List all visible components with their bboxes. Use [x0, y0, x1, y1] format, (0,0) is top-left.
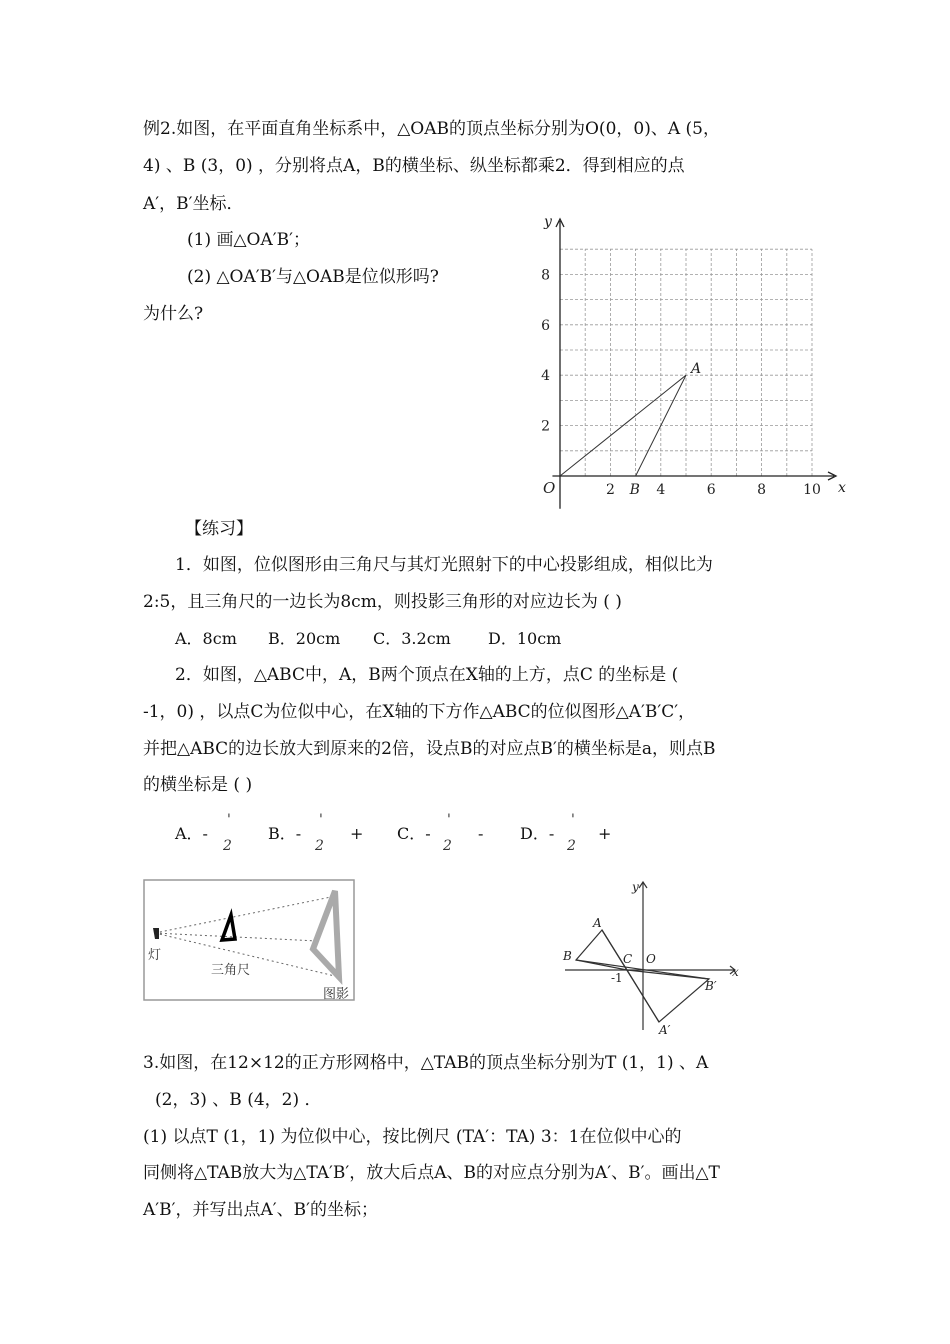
- y-axis-label: y: [544, 214, 552, 230]
- practice-header: 【练习】: [185, 519, 253, 539]
- q2-option-b-suffix: +: [350, 824, 364, 843]
- q2-option-d: D．-: [520, 824, 555, 843]
- q2-option-d-den: 2: [567, 838, 576, 854]
- x-tick-label: 2: [605, 482, 615, 498]
- origin-label: O: [543, 479, 556, 497]
- q2-option-b-den: 2: [315, 838, 324, 854]
- q3-line5: A′B′，并写出点A′、B′的坐标；: [143, 1200, 378, 1220]
- point-label-B: B: [629, 482, 640, 498]
- y-tick-label: 4: [541, 368, 550, 385]
- lamp-label: 灯: [148, 948, 162, 963]
- example2-question2-cont: 为什么?: [143, 304, 204, 324]
- example2-question1: (1) 画△OA′B′；: [187, 230, 310, 250]
- ruler-label: 三角尺: [211, 963, 251, 978]
- label-x: x: [732, 965, 739, 979]
- x-tick-label: 10: [803, 482, 821, 498]
- x-tick-label: 6: [706, 482, 716, 498]
- x-axis-label: x: [838, 480, 846, 496]
- chart-points: [629, 361, 702, 498]
- q3-line1: 3.如图，在12×12的正方形网格中，△TAB的顶点坐标分别为T (1，1) 、A: [143, 1053, 709, 1073]
- practice-q1-line2: 2:5，且三角尺的一边长为8cm，则投影三角形的对应边长为 ( ): [143, 592, 622, 612]
- x-tick-label: 8: [757, 482, 767, 498]
- abc-homothety-figure: [555, 872, 745, 1037]
- label-y: y: [632, 880, 639, 894]
- q2-option-a: A．-: [175, 824, 208, 843]
- point-label-A: A: [691, 361, 702, 378]
- q3-line3: (1) 以点T (1，1) 为位似中心，按比例尺 (TA′：TA) 3：1在位似中心的: [143, 1127, 682, 1147]
- q2-option-d-num: ': [571, 812, 575, 828]
- y-tick-label: 2: [541, 418, 550, 435]
- example2-question2: (2) △OA′B′与△OAB是位似形吗?: [187, 267, 439, 287]
- practice-q2-line3: 并把△ABC的边长放大到原来的2倍，设点B的对应点B′的横坐标是a，则点B: [143, 739, 716, 759]
- q3-line4: 同侧将△TAB放大为△TA′B′，放大后点A、B的对应点分别为A′、B′。画出△T: [143, 1163, 720, 1183]
- q2-option-a-den: 2: [223, 838, 232, 854]
- label-ap: A′: [659, 1023, 671, 1037]
- label-o: O: [646, 952, 656, 966]
- example2-line1: 例2.如图，在平面直角坐标系中，△OAB的顶点坐标分别为O(0，0)、A (5，: [143, 119, 720, 139]
- label-c: C: [623, 952, 633, 966]
- shadow-label: 图影: [323, 987, 350, 1002]
- x-tick-label: 4: [656, 482, 666, 498]
- q2-option-d-suffix: +: [598, 824, 612, 843]
- label-bp: B′: [705, 979, 717, 993]
- practice-q2-line2: -1，0) ，以点C为位似中心，在X轴的下方作△ABC的位似图形△A′B′C′，: [143, 702, 696, 722]
- label-b: B: [563, 949, 572, 963]
- q2-option-c: C．-: [397, 824, 431, 843]
- q2-option-c-den: 2: [443, 838, 452, 854]
- q2-option-c-suffix: -: [478, 824, 484, 843]
- q1-option-a: A．8cm: [175, 629, 237, 648]
- label-neg1: -1: [611, 971, 623, 985]
- q2-option-a-num: ': [227, 812, 231, 828]
- label-a: A: [593, 916, 602, 930]
- q1-option-c: C．3.2cm: [373, 629, 451, 648]
- q1-option-d: D．10cm: [488, 629, 562, 648]
- chart-ticks: [541, 267, 821, 498]
- q3-line2: (2，3) 、B (4，2) ．: [155, 1090, 322, 1110]
- example2-line2: 4) 、B (3，0) ，分别将点A，B的横坐标、纵坐标都乘2．得到相应的点: [143, 156, 685, 176]
- coordinate-chart: [530, 205, 850, 515]
- y-tick-label: 6: [541, 317, 550, 334]
- chart-grid: [560, 249, 812, 476]
- practice-q1-line1: 1．如图，位似图形由三角尺与其灯光照射下的中心投影组成，相似比为: [175, 555, 713, 575]
- practice-q2-line4: 的横坐标是 ( ): [143, 775, 253, 795]
- practice-q2-line1: 2．如图，△ABC中，A，B两个顶点在X轴的上方，点C 的坐标是 (: [175, 665, 679, 685]
- q2-option-b: B．-: [268, 824, 302, 843]
- q1-option-b: B．20cm: [268, 629, 341, 648]
- q2-option-c-num: ': [447, 812, 451, 828]
- y-tick-label: 8: [541, 267, 550, 284]
- example2-line3: A′，B′坐标．: [143, 194, 244, 214]
- q2-option-b-num: ': [319, 812, 323, 828]
